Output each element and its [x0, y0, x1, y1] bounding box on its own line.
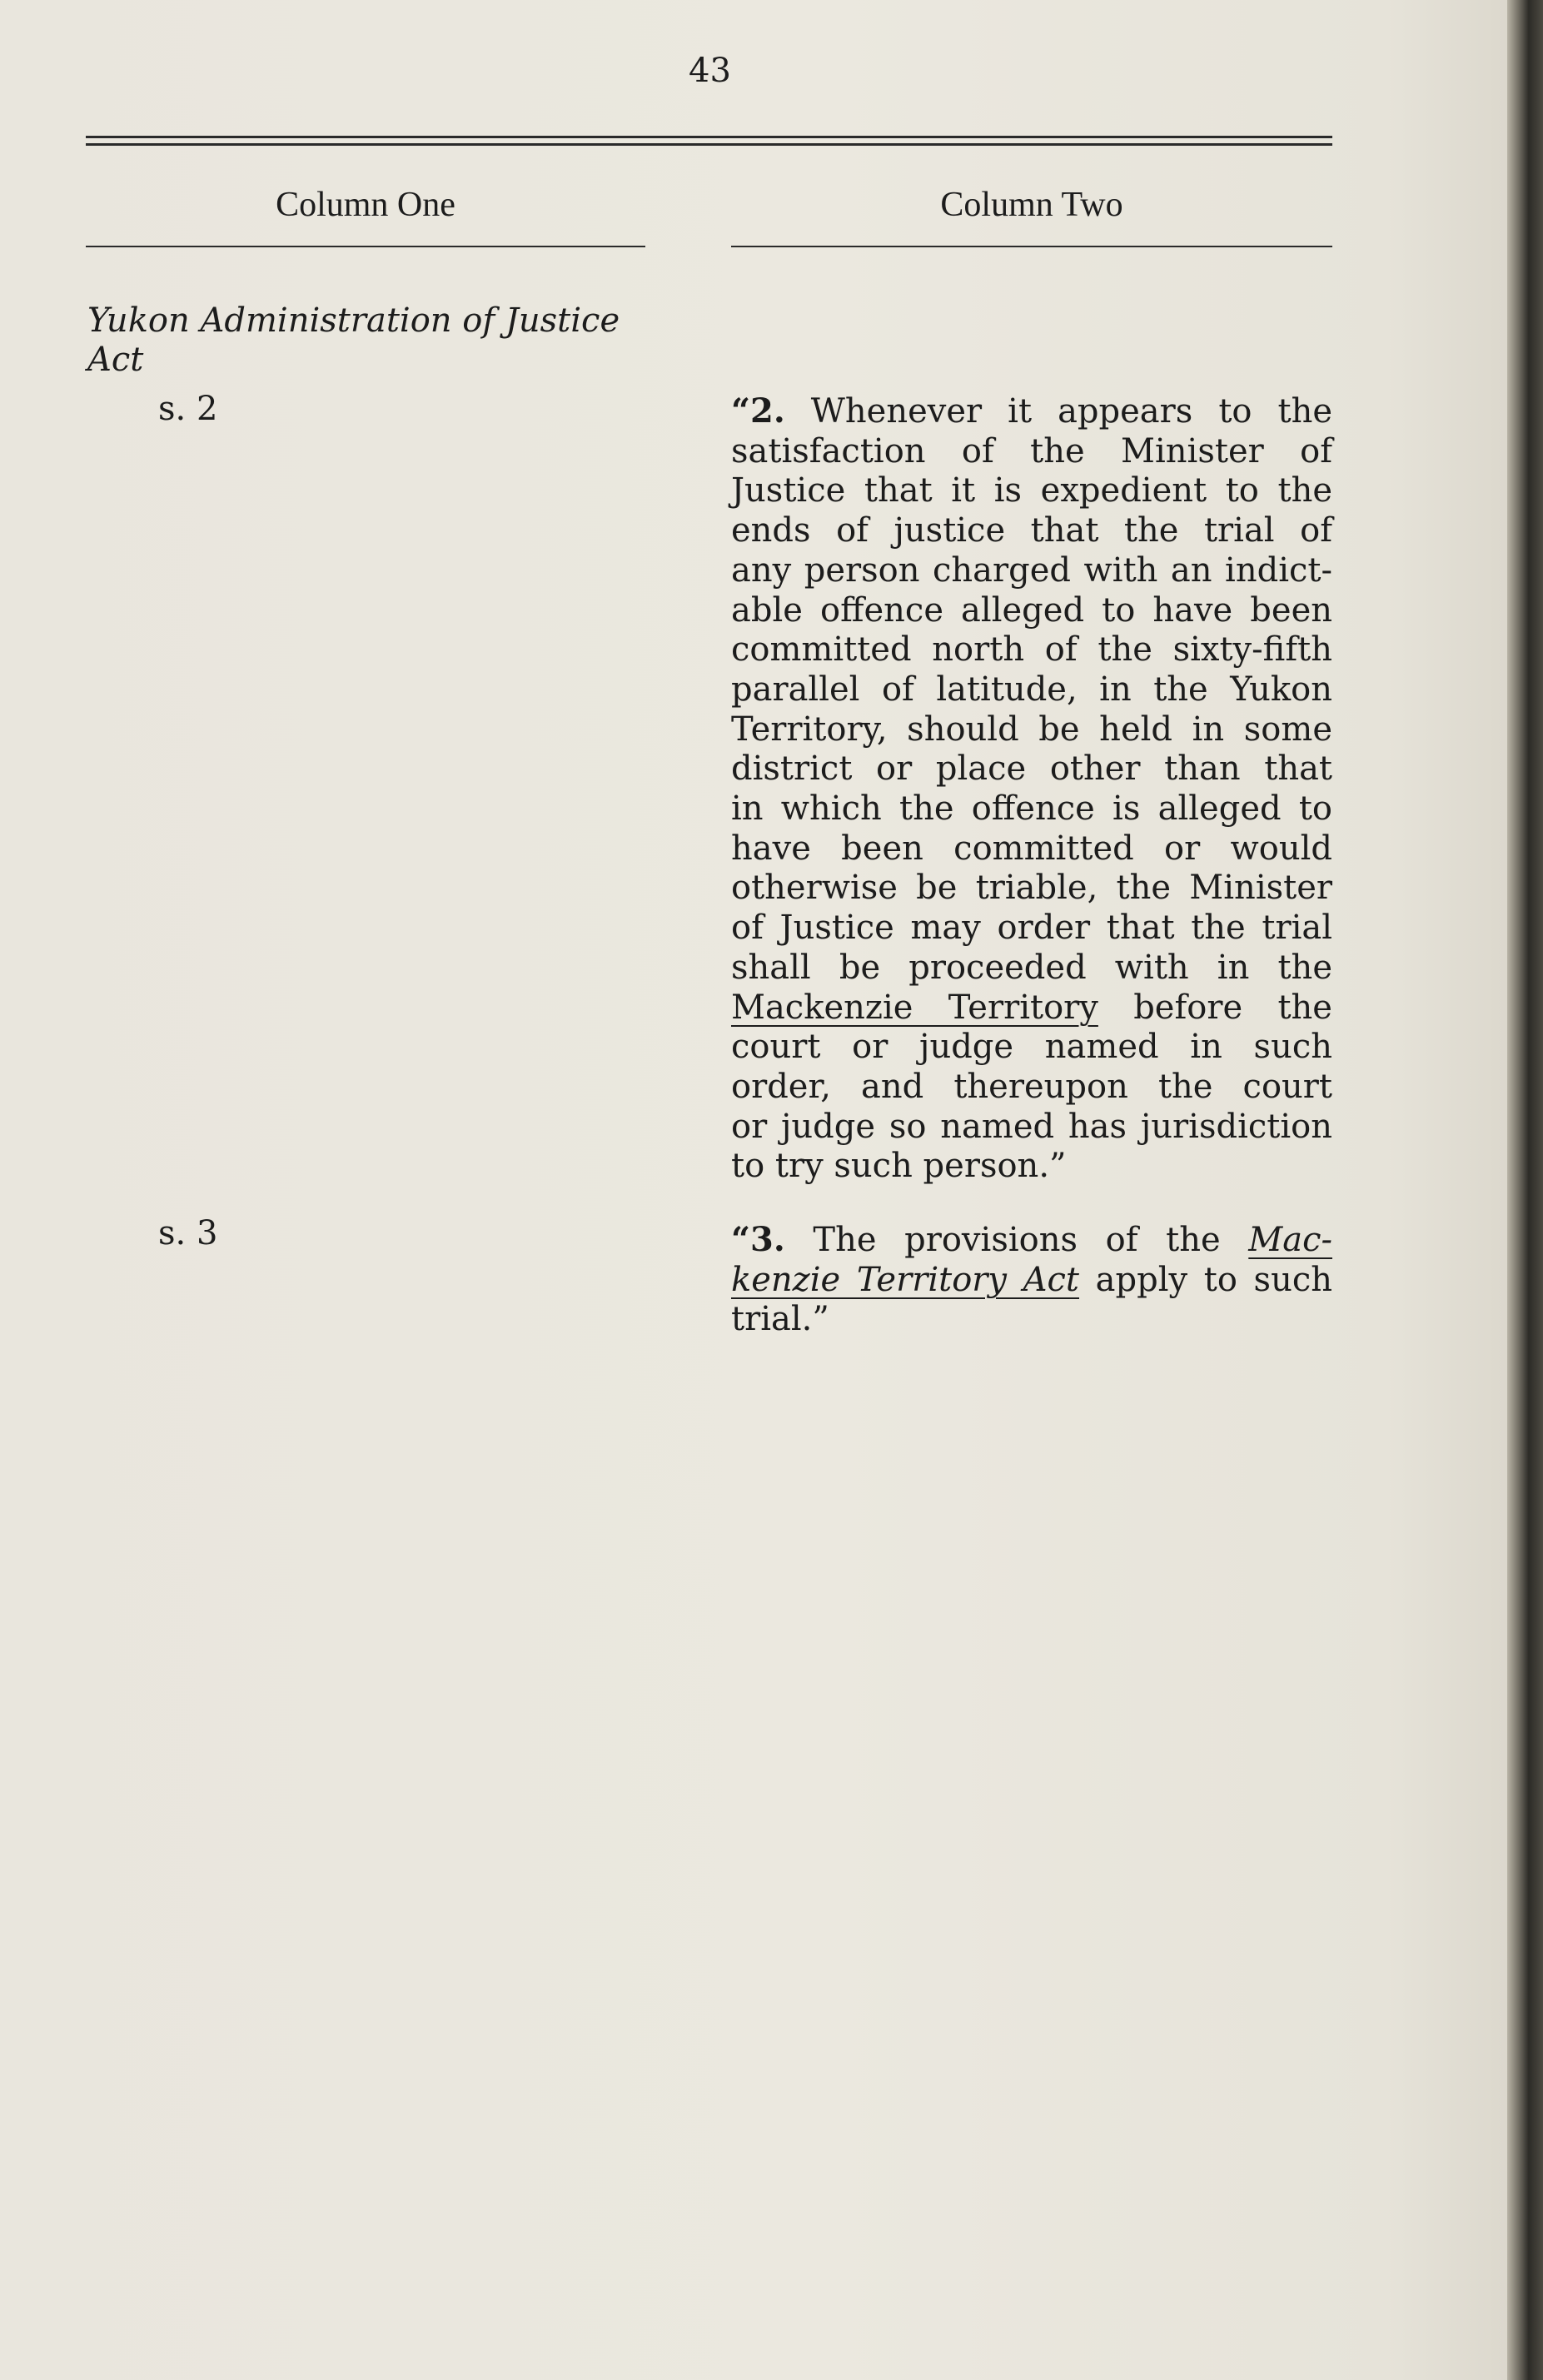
page-number: 43 — [689, 52, 731, 90]
text-line: of Justice may order that the trial — [731, 909, 1332, 948]
text-line: to try such person.” — [731, 1147, 1067, 1186]
text-line: Justice that it is expedient to the — [731, 471, 1332, 510]
header-rule-upper — [86, 136, 1332, 138]
text-line: in which the offence is alleged to — [731, 789, 1332, 829]
text-line: Territory, should be held in some — [731, 710, 1332, 749]
section-2-label: s. 2 — [158, 390, 218, 428]
text-line: order, and thereupon the court — [731, 1067, 1332, 1106]
text-line: ends of justice that the trial of — [731, 511, 1332, 550]
section-3-label: s. 3 — [158, 1214, 218, 1252]
text-line: shall be proceeded with in the — [731, 948, 1332, 987]
text-line: “3. The provisions of the Mac- — [731, 1220, 1332, 1259]
text-line: kenzie Territory Act apply to such — [731, 1260, 1332, 1299]
text-line: parallel of latitude, in the Yukon — [731, 670, 1332, 709]
column-two-heading: Column Two — [940, 186, 1123, 224]
underlined-place-name: Mackenzie Territory — [731, 988, 1098, 1027]
text-line: have been committed or would — [731, 829, 1332, 868]
act-title: Yukon Administration of Justice Act — [87, 301, 620, 379]
text-line: Mackenzie Territory before the — [731, 988, 1332, 1027]
section-3-text — [731, 1220, 1332, 1340]
text-line: court or judge named in such — [731, 1028, 1332, 1067]
book-spine-edge — [1507, 0, 1543, 2380]
text-line: committed north of the sixty-fifth — [731, 630, 1332, 670]
text-line: satisfaction of the Minister of — [731, 431, 1332, 471]
text-line: or judge so named has jurisdiction — [731, 1107, 1332, 1146]
section-2-number: “2. — [731, 391, 785, 431]
text-line: able offence alleged to have been — [731, 590, 1332, 630]
text-line: “2. Whenever it appears to the — [731, 391, 1332, 431]
column-one-heading: Column One — [276, 186, 455, 224]
text-line: any person charged with an indict- — [731, 550, 1332, 590]
section-3-number: “3. — [731, 1220, 785, 1259]
act-reference-part1: Mac- — [1248, 1221, 1332, 1259]
header-rule-lower — [86, 143, 1332, 146]
act-reference-part2: kenzie Territory Act — [731, 1260, 1080, 1299]
text-line: otherwise be triable, the Minister — [731, 869, 1332, 908]
column-one-rule — [86, 246, 645, 247]
text-line: district or place other than that — [731, 749, 1332, 789]
section-2-text — [731, 391, 1332, 1187]
column-two-rule — [731, 246, 1332, 247]
text-line: trial.” — [731, 1300, 829, 1339]
